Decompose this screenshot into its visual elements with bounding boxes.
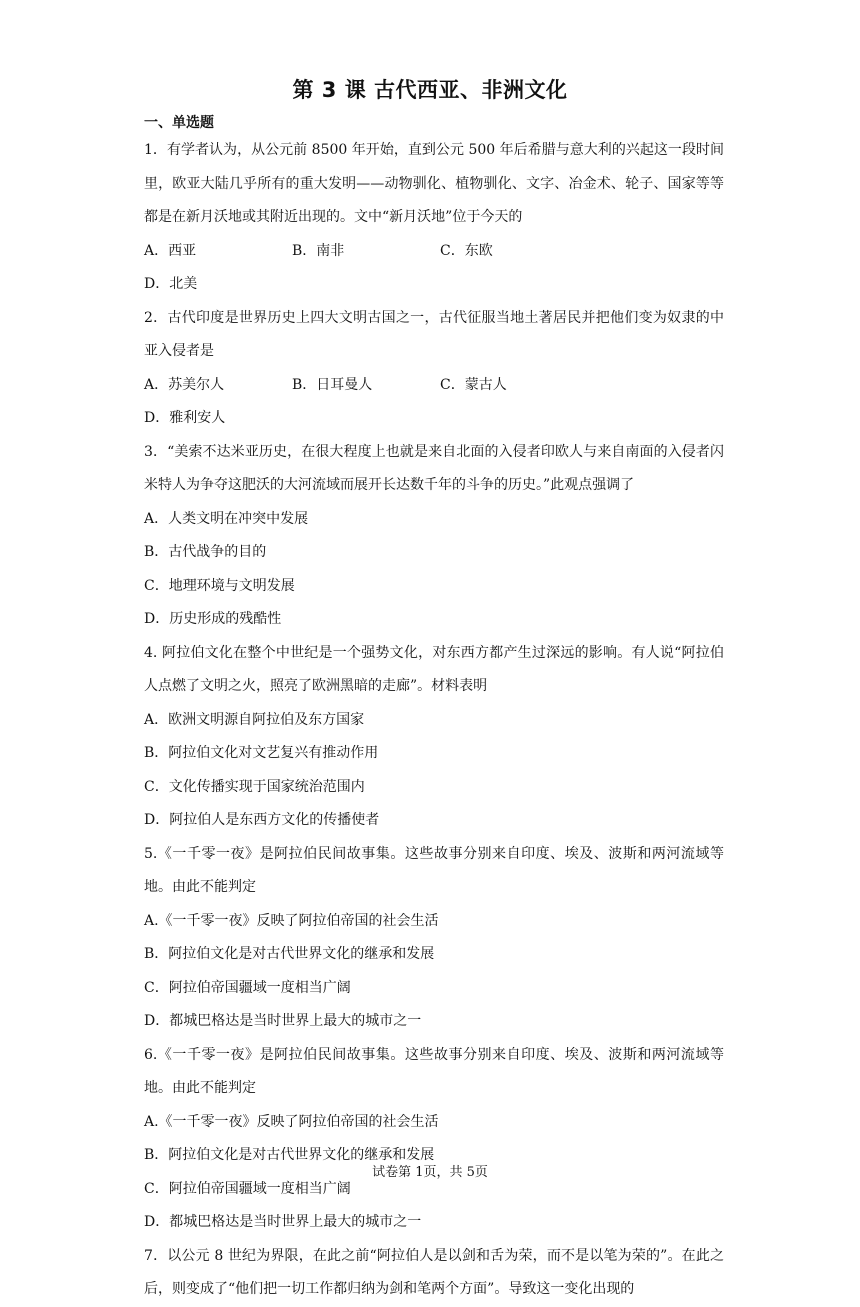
answer-option-b[interactable]: B．阿拉伯文化是对古代世界文化的继承和发展	[144, 946, 435, 962]
question-2	[144, 302, 724, 436]
answer-option-b[interactable]: B．日耳曼人	[292, 376, 373, 393]
answer-option-c[interactable]: C．阿拉伯帝国疆域一度相当广阔	[144, 979, 351, 996]
question-3	[144, 436, 724, 637]
section-heading: 一、单选题	[144, 115, 214, 131]
question-7	[144, 1240, 724, 1307]
question-6	[144, 1039, 724, 1240]
answer-options	[144, 704, 724, 838]
answer-option-d[interactable]: D．历史形成的残酷性	[144, 611, 282, 627]
answer-option-d[interactable]: D．都城巴格达是当时世界上最大的城市之一	[144, 1214, 422, 1230]
question-text: 7．以公元 8 世纪为界限，在此之前“阿拉伯人是以剑和舌为荣，而不是以笔为荣的”。在此之后，则变成了“他们把一切工作都归纳为剑和笔两个方面”。导致这一变化出现的	[144, 1247, 724, 1297]
question-text: 1．有学者认为，从公元前 8500 年开始，直到公元 500 年后希腊与意大利的兴起这一段时间里，欧亚大陆几乎所有的重大发明——动物驯化、植物驯化、文字、冶金术、轮子、国家等等都是在新月沃地或其附近出现的。文中“新月沃地”位于今天的	[144, 142, 724, 225]
answer-option-d[interactable]: D．北美	[144, 276, 198, 292]
answer-option-a[interactable]: A．欧洲文明源自阿拉伯及东方国家	[144, 711, 365, 728]
answer-option-b[interactable]: B．阿拉伯文化对文艺复兴有推动作用	[144, 745, 379, 761]
answer-option-c[interactable]: C．蒙古人	[440, 376, 507, 393]
answer-option-d[interactable]: D．阿拉伯人是东西方文化的传播使者	[144, 812, 380, 828]
answer-option-d[interactable]: D．雅利安人	[144, 410, 226, 426]
question-text: 3．“美索不达米亚历史，在很大程度上也就是来自北面的入侵者印欧人与来自南面的入侵者闪米特人为争夺这肥沃的大河流域而展开长达数千年的斗争的历史。”此观点强调了	[144, 443, 724, 493]
question-list	[144, 134, 724, 1307]
answer-option-c[interactable]: C．东欧	[440, 242, 493, 259]
question-1	[144, 134, 724, 302]
answer-option-b[interactable]: B．阿拉伯文化是对古代世界文化的继承和发展	[144, 1147, 435, 1163]
answer-option-c[interactable]: C．文化传播实现于国家统治范围内	[144, 778, 365, 795]
question-4	[144, 637, 724, 838]
answer-option-b[interactable]: B．古代战争的目的	[144, 544, 267, 560]
answer-option-c[interactable]: C．地理环境与文明发展	[144, 577, 295, 594]
answer-option-b[interactable]: B．南非	[292, 242, 345, 259]
answer-option-a[interactable]: A．人类文明在冲突中发展	[144, 510, 309, 527]
page-title: 第 3 课 古代西亚、非洲文化	[292, 78, 568, 102]
question-text: 4. 阿拉伯文化在整个中世纪是一个强势文化，对东西方都产生过深远的影响。有人说“阿拉伯人点燃了文明之火，照亮了欧洲黑暗的走廊”。材料表明	[144, 644, 724, 694]
question-text: 2．古代印度是世界历史上四大文明古国之一，古代征服当地土著居民并把他们变为奴隶的中亚入侵者是	[144, 309, 724, 359]
question-text: 6.《一千零一夜》是阿拉伯民间故事集。这些故事分别来自印度、埃及、波斯和两河流域等地。由此不能判定	[144, 1046, 724, 1096]
answer-option-a[interactable]: A.《一千零一夜》反映了阿拉伯帝国的社会生活	[144, 1113, 439, 1130]
answer-option-a[interactable]: A．苏美尔人	[144, 376, 225, 393]
answer-option-a[interactable]: A．西亚	[144, 242, 197, 259]
answer-options	[144, 503, 724, 637]
page-footer: 试卷第 1页，共 5页	[372, 1165, 488, 1180]
answer-options	[144, 369, 724, 436]
answer-option-a[interactable]: A.《一千零一夜》反映了阿拉伯帝国的社会生活	[144, 912, 439, 929]
answer-option-d[interactable]: D．都城巴格达是当时世界上最大的城市之一	[144, 1013, 422, 1029]
answer-options	[144, 235, 724, 302]
question-5	[144, 838, 724, 1039]
question-text: 5.《一千零一夜》是阿拉伯民间故事集。这些故事分别来自印度、埃及、波斯和两河流域等地。由此不能判定	[144, 845, 724, 895]
answer-option-c[interactable]: C．阿拉伯帝国疆域一度相当广阔	[144, 1180, 351, 1197]
answer-options	[144, 905, 724, 1039]
